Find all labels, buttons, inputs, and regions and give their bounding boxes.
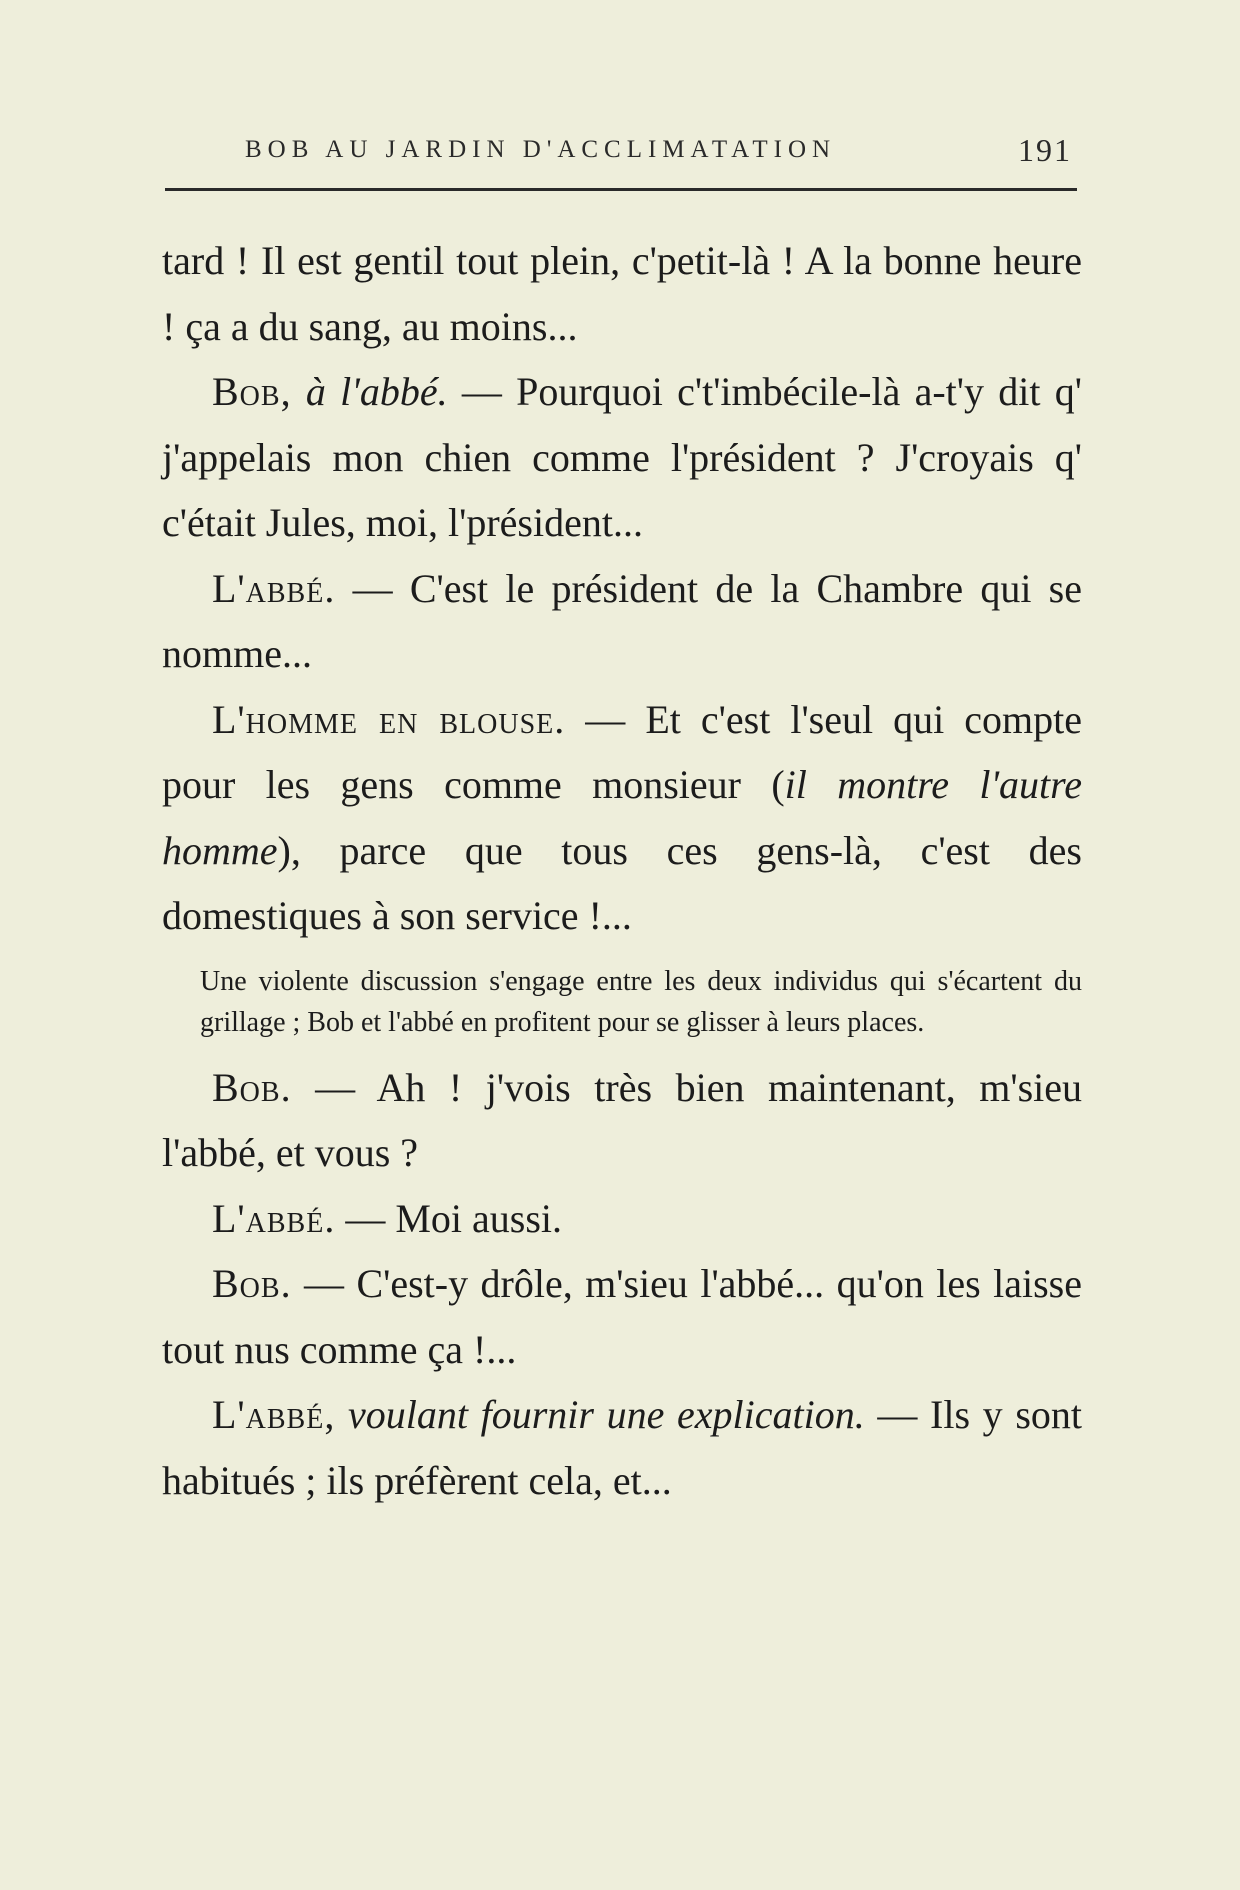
dialogue-text: — Moi aussi. <box>335 1195 563 1241</box>
speaker-name: L'homme en blouse. <box>212 696 566 742</box>
dialogue-abbe-3 <box>162 1382 1082 1513</box>
speaker-name: Bob. <box>212 1064 292 1110</box>
stage-direction-inline: il montre l'autre homme <box>162 762 1082 873</box>
speaker-name: L'abbé, <box>212 1392 336 1437</box>
stage-direction: Une violente discussion s'engage entre les deux individus qui s'écartent du grillage ; Bob et l'abbé en profitent pour se glisser à leurs places. <box>200 965 1082 1038</box>
stage-direction-inline: voulant fournir une explication. <box>347 1392 865 1437</box>
page-header <box>160 132 1080 172</box>
paragraph-text: tard ! Il est gentil tout plein, c'petit-là ! A la bonne heure ! ça a du sang, au moins... <box>162 238 1082 349</box>
running-title: BOB AU JARDIN D'ACCLIMATATION <box>245 136 837 163</box>
speaker-name: Bob, <box>212 369 292 414</box>
speaker-name: L'abbé. <box>212 1195 336 1241</box>
dialogue-text-before: — Et c'est l'seul qui compte pour les gens comme monsieur ( <box>162 696 1082 807</box>
speaker-name: L'abbé. <box>212 565 336 611</box>
dialogue-bob-3 <box>162 1251 1082 1382</box>
dialogue-text: — Ah ! j'vois très bien maintenant, m'sieu l'abbé, et vous ? <box>162 1064 1082 1175</box>
dialogue-bob-2 <box>162 1055 1082 1186</box>
dialogue-bob-1 <box>162 359 1082 556</box>
dialogue-text: — Ils y sont habitués ; ils préfèrent cela, et... <box>162 1392 1082 1503</box>
dialogue-abbe-1 <box>162 556 1082 687</box>
dialogue-text: — C'est le président de la Chambre qui se nomme... <box>162 565 1082 676</box>
speaker-name: Bob. <box>212 1261 292 1306</box>
dialogue-text: — Pourquoi c't'imbécile-là a-t'y dit q' j'appelais mon chien comme l'président ? J'croyais q' c'était Jules, moi, l'président... <box>162 369 1083 545</box>
dialogue-abbe-2 <box>162 1186 1082 1252</box>
header-rule <box>165 188 1077 191</box>
dialogue-text: — C'est-y drôle, m'sieu l'abbé... qu'on les laisse tout nus comme ça !... <box>162 1261 1082 1372</box>
page-body <box>162 228 1082 1513</box>
page-number: 191 <box>1018 132 1072 168</box>
dialogue-text-after: ), parce que tous ces gens-là, c'est des domestiques à son service !... <box>162 827 1082 938</box>
dialogue-homme-blouse <box>162 687 1082 949</box>
stage-direction-inline: à l'abbé. <box>305 369 448 414</box>
paragraph-continuation <box>162 228 1082 359</box>
